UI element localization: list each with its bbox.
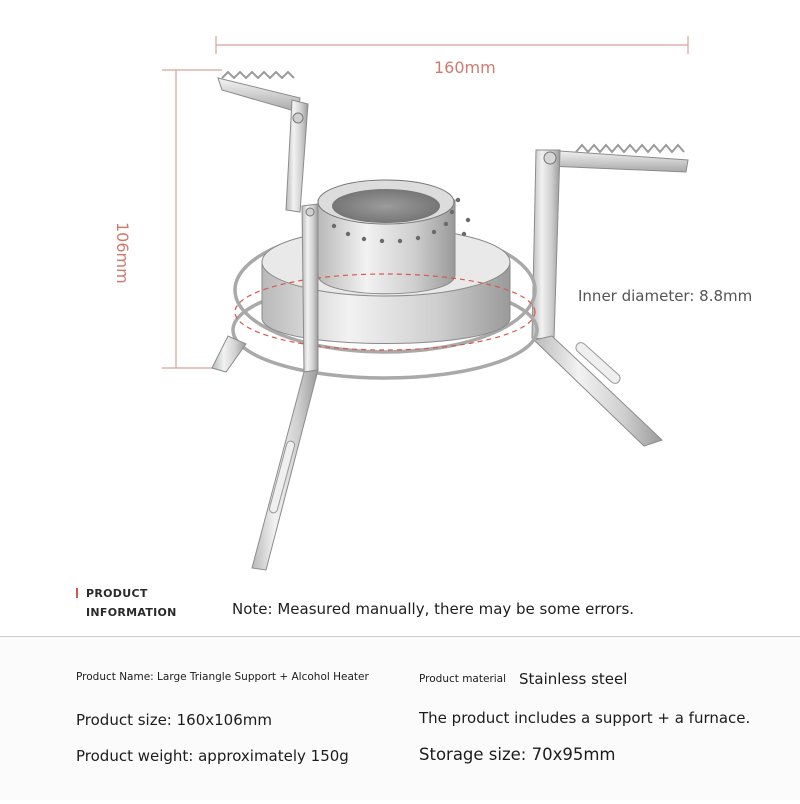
product-weight: Product weight: approximately 150g: [76, 747, 349, 765]
width-dimension-line: [216, 36, 688, 54]
support-foot-back: [212, 336, 246, 372]
material-label: Product material: [419, 673, 507, 685]
support-arm-left: [218, 72, 308, 212]
product-includes: The product includes a support + a furnace.: [419, 709, 751, 727]
material-value: Stainless steel: [519, 670, 628, 688]
height-label: 106mm: [113, 222, 132, 284]
storage-size: Storage size: 70x95mm: [419, 745, 616, 764]
measurement-note: Note: Measured manually, there may be some errors.: [232, 600, 635, 618]
accent-bar: [76, 588, 78, 598]
height-dimension-line: [162, 70, 222, 368]
product-name: Product Name: Large Triangle Support + Alcohol Heater: [76, 671, 369, 683]
width-label: 160mm: [434, 58, 496, 77]
info-tag-line1: PRODUCT: [86, 587, 148, 600]
info-tag-line2: INFORMATION: [86, 606, 177, 619]
product-size: Product size: 160x106mm: [76, 711, 272, 729]
inner-diameter-label: Inner diameter: 8.8mm: [578, 287, 753, 305]
